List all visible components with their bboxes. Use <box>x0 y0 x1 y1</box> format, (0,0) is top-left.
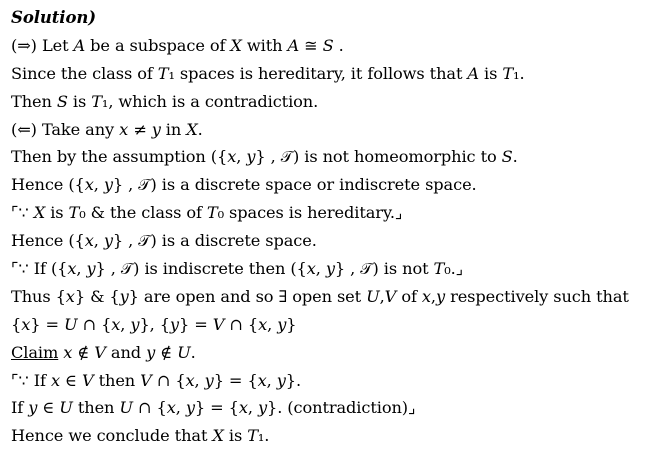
proof-line: Hence ({𝑥, 𝑦} , 𝒯) is a discrete space or indiscrete space. <box>11 175 477 195</box>
proof-line: (⇒) Let 𝐴 be a subspace of 𝑋 with 𝐴 ≅ 𝑆 . <box>11 35 344 55</box>
claim-text: 𝑥 ∉ 𝑉 and 𝑦 ∉ 𝑈. <box>58 342 196 362</box>
proof-line: {𝑥} = 𝑈 ∩ {𝑥, 𝑦}, {𝑦} = 𝑉 ∩ {𝑥, 𝑦} <box>11 314 297 334</box>
claim-label: Claim <box>11 342 59 362</box>
proof-line: Since the class of 𝑇₁ spaces is hereditary, it follows that 𝐴 is 𝑇₁. <box>11 63 525 83</box>
proof-line: If 𝑦 ∈ 𝑈 then 𝑈 ∩ {𝑥, 𝑦} = {𝑥, 𝑦}. (contradiction)⌟ <box>11 398 416 418</box>
proof-line: ⌜∵ If ({𝑥, 𝑦} , 𝒯) is indiscrete then ({𝑥, 𝑦} , 𝒯) is not 𝑇₀.⌟ <box>11 259 464 279</box>
solution-heading: Solution) <box>11 8 96 27</box>
proof-line: Then by the assumption ({𝑥, 𝑦} , 𝒯) is not homeomorphic to 𝑆. <box>11 147 518 167</box>
proof-line: Hence we conclude that 𝑋 is 𝑇₁. <box>11 426 270 446</box>
proof-line: Hence ({𝑥, 𝑦} , 𝒯) is a discrete space. <box>11 231 317 251</box>
proof-line: Then 𝑆 is 𝑇₁, which is a contradiction. <box>11 91 319 111</box>
proof-line: Thus {𝑥} & {𝑦} are open and so ∃ open set 𝑈,𝑉 of 𝑥,𝑦 respectively such that <box>11 286 629 306</box>
proof-line: ⌜∵ 𝑋 is 𝑇₀ & the class of 𝑇₀ spaces is hereditary.⌟ <box>11 203 403 223</box>
claim-line <box>11 339 650 367</box>
proof-line: ⌜∵ If 𝑥 ∈ 𝑉 then 𝑉 ∩ {𝑥, 𝑦} = {𝑥, 𝑦}. <box>11 370 302 390</box>
proof-line: (⇐) Take any 𝑥 ≠ 𝑦 in 𝑋. <box>11 119 203 139</box>
